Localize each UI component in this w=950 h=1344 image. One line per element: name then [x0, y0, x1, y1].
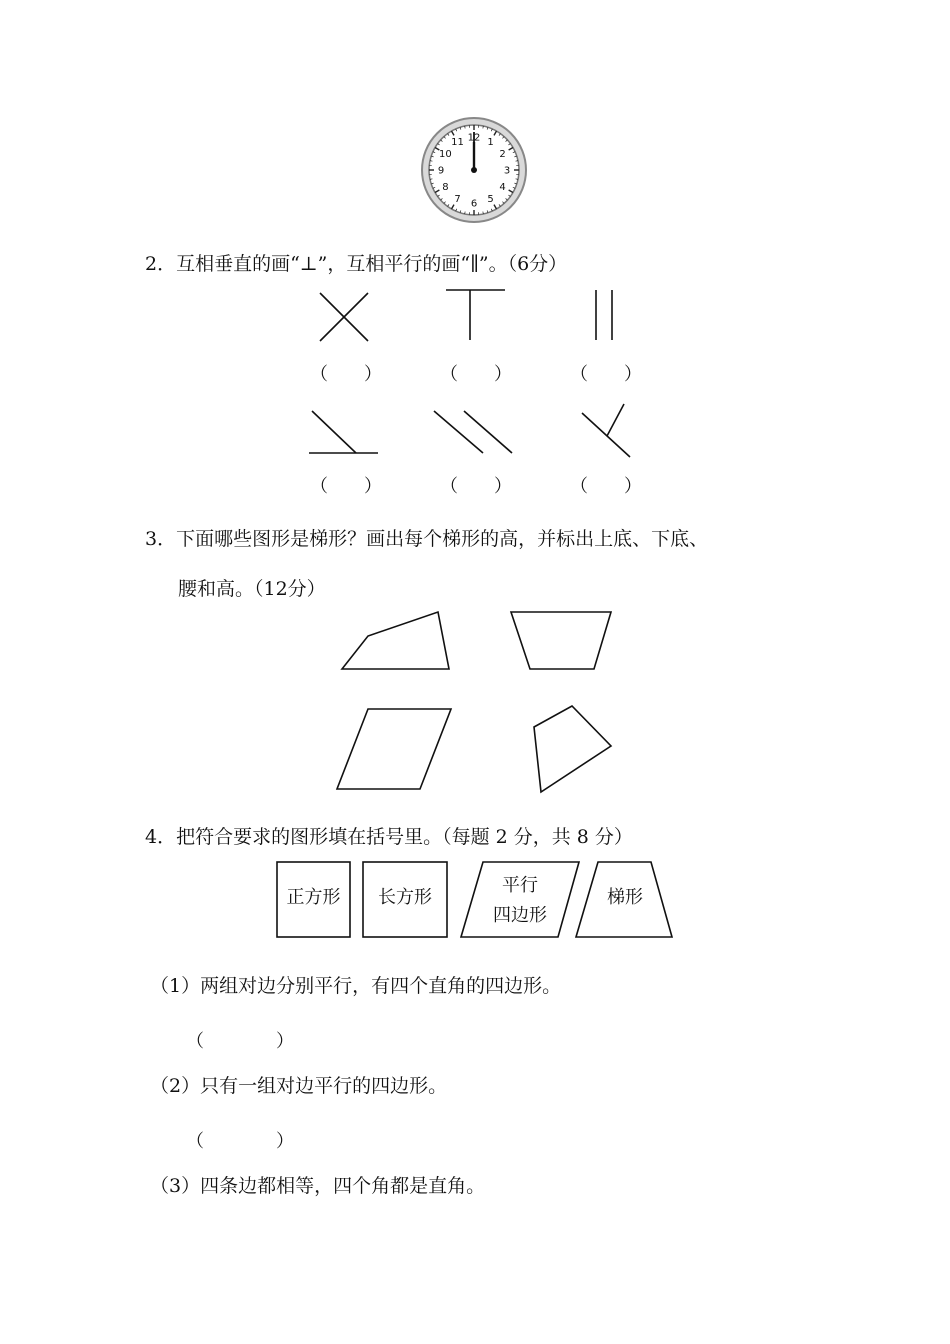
question-3-line-2: 腰和高。（12分）	[178, 578, 326, 600]
question-3-line-1: 3．下面哪些图形是梯形？画出每个梯形的高，并标出上底、下底、	[145, 528, 709, 550]
q2-figure-5-line-a	[434, 411, 483, 453]
question-4-text: 4．把符合要求的图形填在括号里。（每题 2 分，共 8 分）	[145, 826, 633, 848]
clock-number: 8	[442, 182, 449, 193]
question-2-text: 2．互相垂直的画“⊥”，互相平行的画“∥”。（6分）	[145, 253, 568, 275]
q2-blank-2[interactable]: （ ）	[440, 364, 512, 385]
q2-figure-5-line-b	[464, 411, 512, 453]
clock-number: 2	[499, 149, 506, 160]
label-square: 正方形	[286, 887, 341, 908]
q3-shape-4	[534, 706, 611, 792]
clock-number: 5	[487, 194, 494, 206]
clock-number: 6	[470, 198, 478, 210]
q2-blank-4[interactable]: （ ）	[310, 476, 382, 497]
q2-blank-3[interactable]: （ ）	[570, 364, 642, 385]
q4-item-2-text: （2）只有一组对边平行的四边形。	[150, 1075, 448, 1097]
q4-item-1-text: （1）两组对边分别平行，有四个直角的四边形。	[150, 975, 562, 997]
q3-shape-3	[337, 709, 451, 789]
q2-blank-1[interactable]: （ ）	[310, 364, 382, 385]
q2-blank-5[interactable]: （ ）	[440, 476, 512, 497]
clock-image	[418, 116, 534, 226]
q4-item-3-text: （3）四条边都相等，四个角都是直角。	[150, 1175, 486, 1197]
q3-shape-2	[511, 612, 611, 669]
q2-figure-6-line-a	[582, 413, 630, 457]
q2-figure-4-diag	[312, 411, 356, 453]
clock-number: 4	[499, 182, 506, 193]
label-parallelogram-2: 四边形	[493, 905, 547, 926]
q2-blank-6[interactable]: （ ）	[570, 476, 642, 497]
q3-figures	[330, 605, 620, 800]
clock-number: 7	[454, 194, 461, 206]
label-rectangle: 长方形	[378, 887, 432, 908]
clock-number: 9	[437, 165, 445, 177]
clock-number: 12	[467, 132, 481, 144]
q4-item-2-blank[interactable]: （ ）	[186, 1131, 294, 1152]
clock-number: 11	[451, 136, 464, 148]
clock-number: 1	[487, 136, 494, 148]
q3-shape-1	[342, 612, 449, 669]
label-parallelogram-1: 平行	[502, 875, 538, 896]
clock-number: 10	[439, 149, 452, 160]
q2-figure-6-line-b	[607, 404, 624, 436]
clock-number: 3	[503, 165, 511, 177]
label-trapezoid: 梯形	[607, 887, 643, 908]
q4-item-1-blank[interactable]: （ ）	[186, 1031, 294, 1052]
